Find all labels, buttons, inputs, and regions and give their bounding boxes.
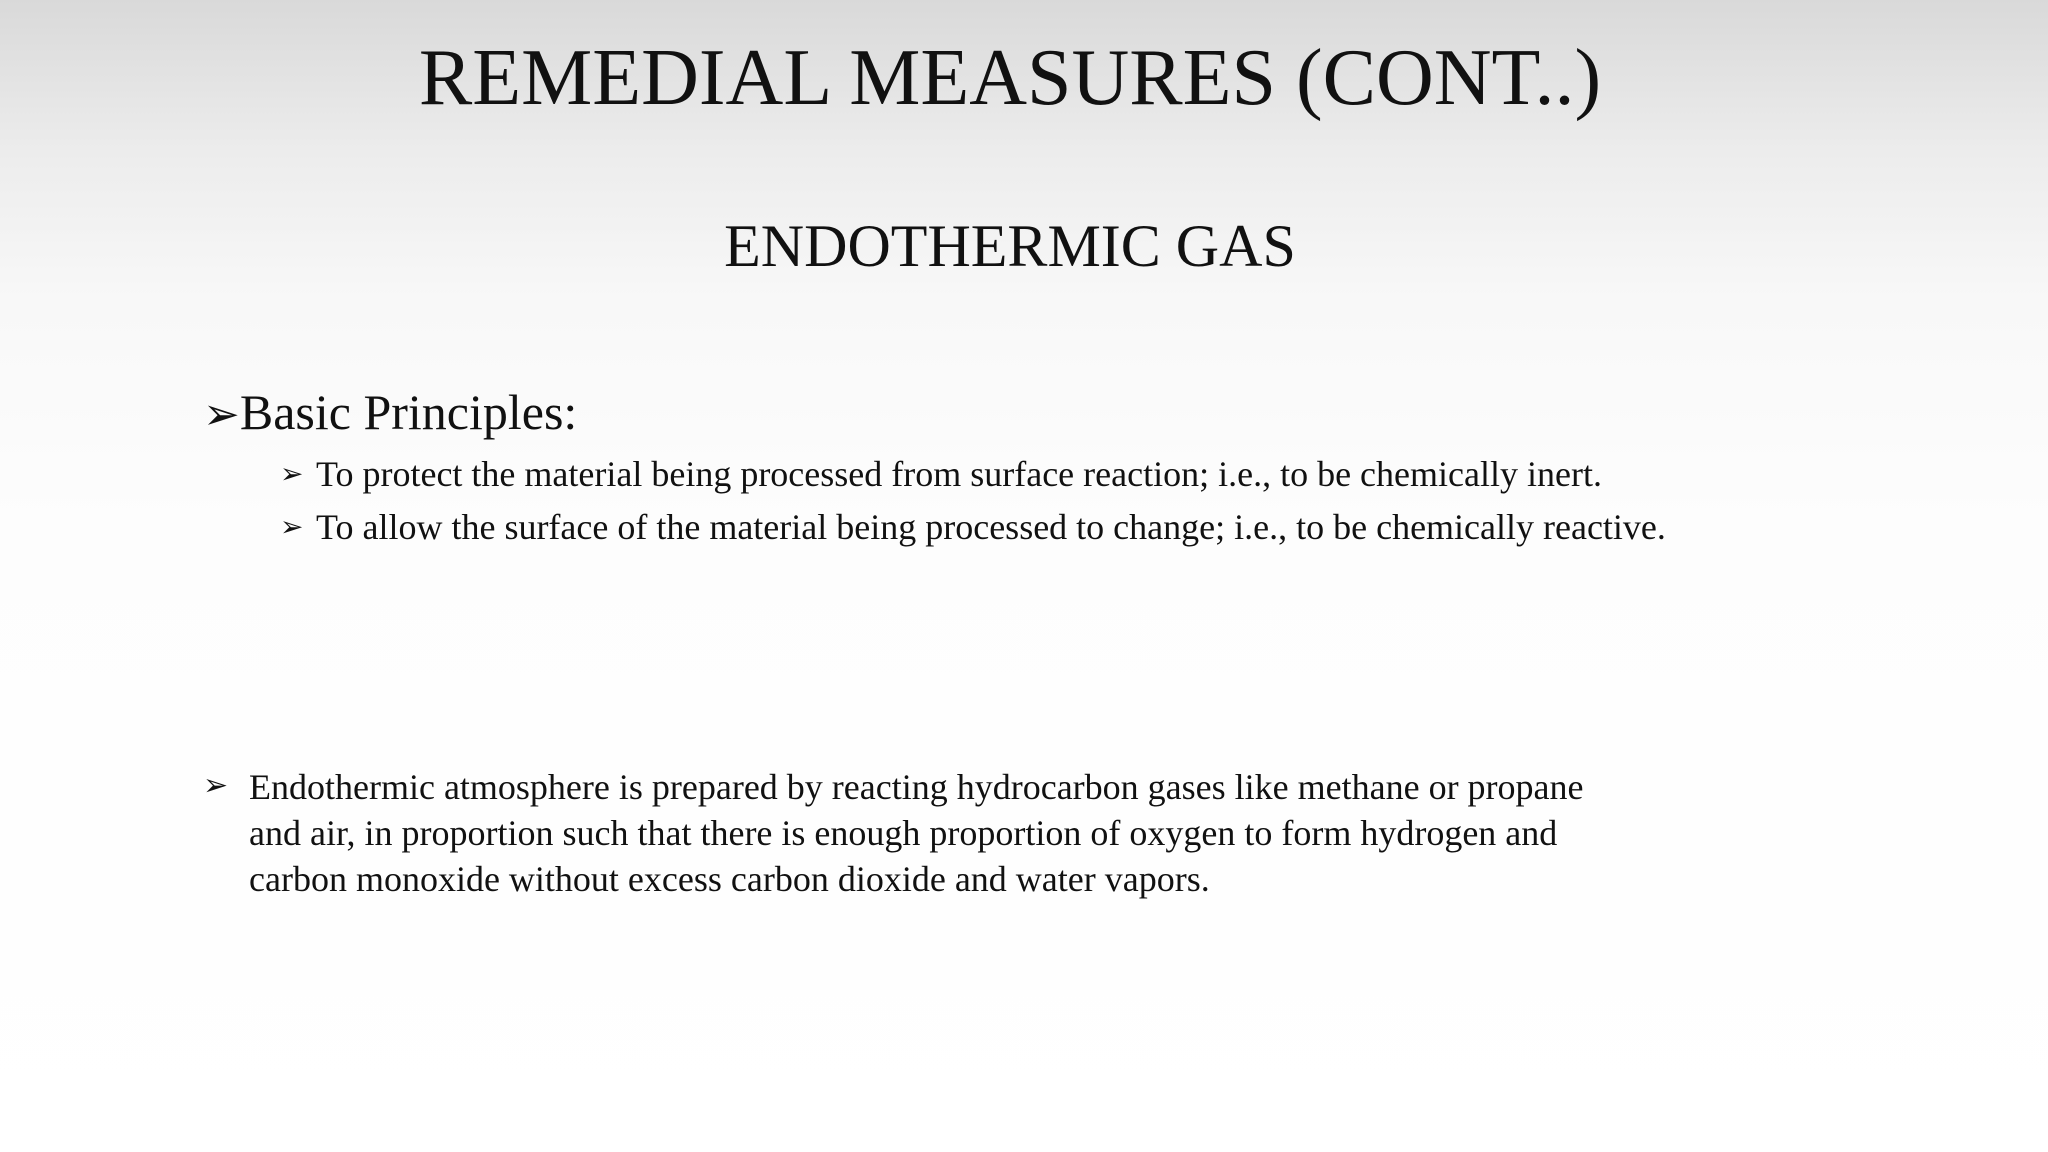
paragraph-line: Endothermic atmosphere is prepared by reacting hydrocarbon gases like methane or propane	[249, 767, 1584, 807]
list-item-text: To protect the material being processed from surface reaction; i.e., to be chemically inert.	[316, 454, 1602, 494]
arrow-bullet-icon: ➢	[203, 390, 240, 439]
slide-subtitle: ENDOTHERMIC GAS	[724, 213, 1296, 279]
paragraph-line: and air, in proportion such that there is enough proportion of oxygen to form hydrogen and	[249, 813, 1558, 853]
list-item	[280, 501, 1666, 554]
list-item	[280, 448, 1666, 501]
paragraph-line: carbon monoxide without excess carbon dioxide and water vapors.	[249, 859, 1210, 899]
list-item-text: To allow the surface of the material being processed to change; i.e., to be chemically reactive.	[316, 507, 1666, 547]
arrow-bullet-icon: ➢	[280, 512, 304, 543]
arrow-bullet-icon: ➢	[203, 769, 229, 802]
section-heading-row	[203, 380, 577, 447]
principles-list	[280, 448, 1666, 554]
description-paragraph	[249, 764, 1763, 902]
description-block	[203, 764, 1763, 902]
section-heading: Basic Principles:	[239, 384, 578, 440]
arrow-bullet-icon: ➢	[280, 459, 304, 490]
slide-title: REMEDIAL MEASURES (CONT..)	[418, 34, 1602, 122]
